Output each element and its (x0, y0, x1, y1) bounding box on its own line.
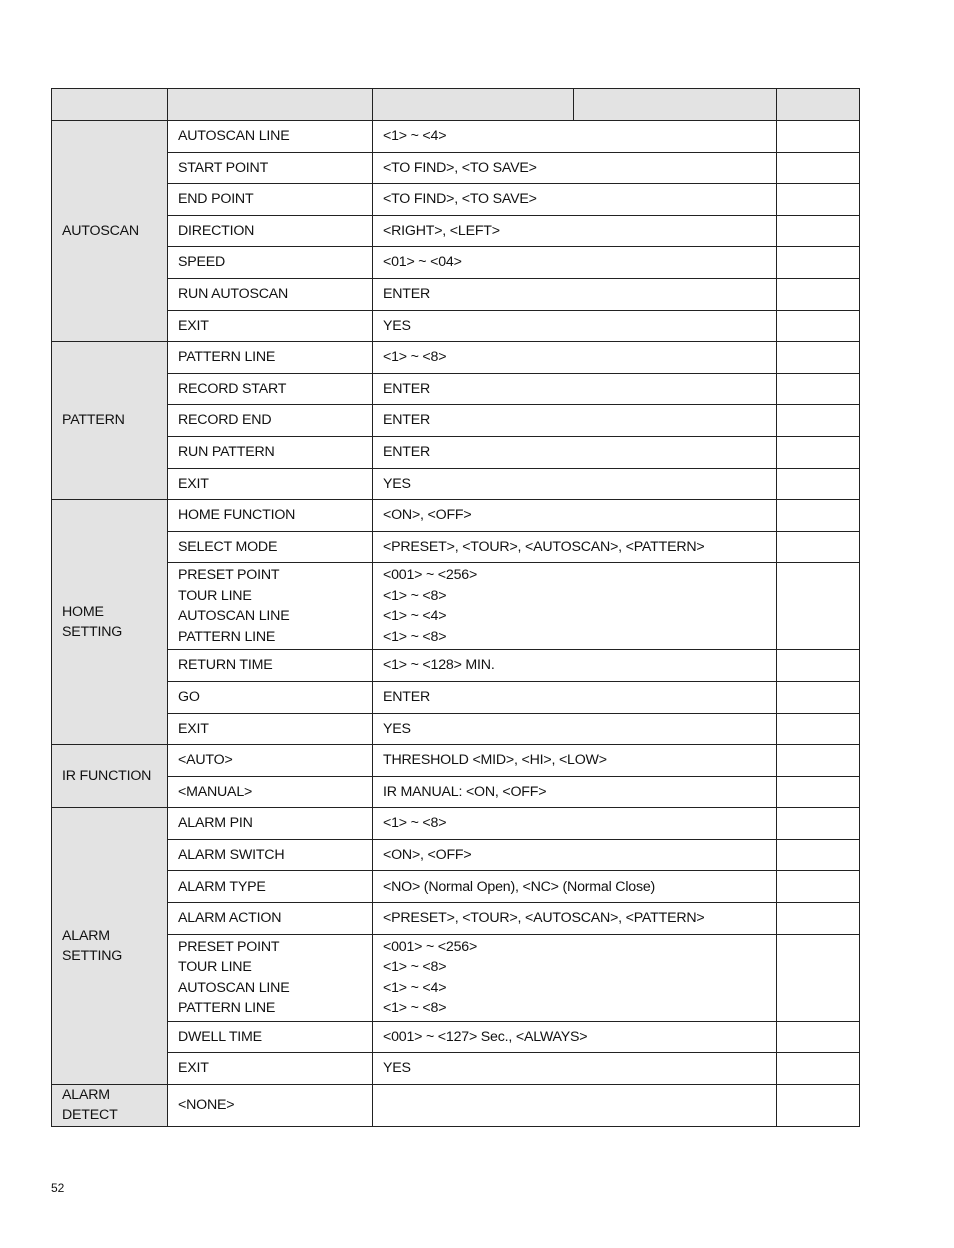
menu-value: <001> ~ <256> (383, 938, 478, 955)
menu-value: YES (373, 310, 777, 342)
menu-value: ENTER (373, 373, 777, 405)
table-row (52, 121, 860, 153)
menu-item: RETURN TIME (168, 650, 373, 682)
note-cell (777, 215, 860, 247)
table-row (52, 745, 860, 777)
table-row (52, 1021, 860, 1053)
menu-value: <PRESET>, <TOUR>, <AUTOSCAN>, <PATTERN> (373, 903, 777, 935)
menu-value: <001> ~ <256> (383, 567, 478, 584)
note-cell (777, 903, 860, 935)
menu-item: RUN AUTOSCAN (168, 278, 373, 310)
section-title-line: ALARM (62, 927, 110, 944)
menu-item: ALARM SWITCH (168, 839, 373, 871)
menu-value: ENTER (373, 278, 777, 310)
section-pattern-title: PATTERN (52, 342, 168, 500)
page-number: 52 (51, 1181, 65, 1195)
table-row (52, 152, 860, 184)
header-cell (373, 89, 574, 121)
section-detect-title (52, 1084, 168, 1126)
menu-item: AUTOSCAN LINE (178, 979, 290, 996)
table-row (52, 342, 860, 374)
table-row (52, 310, 860, 342)
menu-item: PATTERN LINE (178, 628, 276, 645)
table-row (52, 1053, 860, 1085)
menu-item: ALARM ACTION (168, 903, 373, 935)
menu-value: <ON>, <OFF> (373, 839, 777, 871)
table-row (52, 373, 860, 405)
note-cell (777, 278, 860, 310)
menu-item: PRESET POINT (178, 567, 280, 584)
menu-value: ENTER (373, 436, 777, 468)
table-row (52, 405, 860, 437)
note-cell (777, 776, 860, 808)
menu-value: THRESHOLD <MID>, <HI>, <LOW> (373, 745, 777, 777)
menu-value: <1> ~ <8> (373, 342, 777, 374)
section-title-line: HOME (62, 603, 104, 620)
note-cell (777, 468, 860, 500)
menu-value: YES (373, 468, 777, 500)
note-cell (777, 871, 860, 903)
note-cell (777, 247, 860, 279)
menu-item: START POINT (168, 152, 373, 184)
menu-value: <1> ~ <8> (383, 587, 447, 604)
menu-item: RECORD START (168, 373, 373, 405)
menu-item: PATTERN LINE (168, 342, 373, 374)
menu-value: <ON>, <OFF> (373, 500, 777, 532)
table-row (52, 808, 860, 840)
table-row (52, 247, 860, 279)
section-home-title (52, 500, 168, 745)
menu-item: AUTOSCAN LINE (168, 121, 373, 153)
menu-value: YES (373, 713, 777, 745)
menu-item-group (168, 563, 373, 650)
note-cell (777, 1053, 860, 1085)
note-cell (777, 373, 860, 405)
menu-item: <MANUAL> (168, 776, 373, 808)
note-cell (777, 934, 860, 1021)
note-cell (777, 436, 860, 468)
menu-value: <1> ~ <4> (373, 121, 777, 153)
menu-value: <1> ~ <8> (383, 959, 447, 976)
menu-value: <NO> (Normal Open), <NC> (Normal Close) (373, 871, 777, 903)
note-cell (777, 650, 860, 682)
menu-item: END POINT (168, 184, 373, 216)
menu-value: <PRESET>, <TOUR>, <AUTOSCAN>, <PATTERN> (373, 531, 777, 563)
table-row (52, 713, 860, 745)
note-cell (777, 681, 860, 713)
menu-item-group (168, 934, 373, 1021)
table-row (52, 215, 860, 247)
menu-item: TOUR LINE (178, 959, 252, 976)
note-cell (777, 342, 860, 374)
table-row (52, 1084, 860, 1126)
note-cell (777, 1084, 860, 1126)
table-row (52, 436, 860, 468)
menu-item: RUN PATTERN (168, 436, 373, 468)
menu-table (51, 88, 860, 1127)
table-header-row (52, 89, 860, 121)
header-cell (168, 89, 373, 121)
menu-value: <001> ~ <127> Sec., <ALWAYS> (373, 1021, 777, 1053)
menu-item: ALARM PIN (168, 808, 373, 840)
menu-value: YES (373, 1053, 777, 1085)
table-row (52, 903, 860, 935)
menu-value-group (373, 934, 777, 1021)
table-row (52, 184, 860, 216)
menu-value: <1> ~ <8> (373, 808, 777, 840)
menu-value: <1> ~ <8> (383, 1000, 447, 1017)
menu-value: <TO FIND>, <TO SAVE> (373, 184, 777, 216)
section-autoscan-title: AUTOSCAN (52, 121, 168, 342)
header-cell (52, 89, 168, 121)
menu-value: IR MANUAL: <ON, <OFF> (373, 776, 777, 808)
menu-item: RECORD END (168, 405, 373, 437)
table-row (52, 681, 860, 713)
note-cell (777, 745, 860, 777)
note-cell (777, 121, 860, 153)
menu-value (373, 1084, 777, 1126)
note-cell (777, 531, 860, 563)
header-cell (777, 89, 860, 121)
menu-value: ENTER (373, 405, 777, 437)
menu-value: <1> ~ <4> (383, 608, 447, 625)
menu-item: DWELL TIME (168, 1021, 373, 1053)
note-cell (777, 839, 860, 871)
section-alarm-title (52, 808, 168, 1085)
menu-item: PRESET POINT (178, 938, 280, 955)
note-cell (777, 152, 860, 184)
table-row (52, 839, 860, 871)
menu-item: EXIT (168, 1053, 373, 1085)
section-title-line: DETECT (62, 1107, 118, 1124)
note-cell (777, 713, 860, 745)
menu-item: TOUR LINE (178, 587, 252, 604)
menu-item: HOME FUNCTION (168, 500, 373, 532)
menu-value-group (373, 563, 777, 650)
menu-item: SPEED (168, 247, 373, 279)
menu-item: PATTERN LINE (178, 1000, 276, 1017)
note-cell (777, 563, 860, 650)
menu-item: ALARM TYPE (168, 871, 373, 903)
menu-item: <NONE> (168, 1084, 373, 1126)
table-row (52, 650, 860, 682)
table-row (52, 531, 860, 563)
table-row (52, 500, 860, 532)
section-title-line: ALARM (62, 1086, 110, 1103)
menu-item: DIRECTION (168, 215, 373, 247)
note-cell (777, 184, 860, 216)
note-cell (777, 310, 860, 342)
section-title-line: SETTING (62, 948, 123, 965)
menu-value: <01> ~ <04> (373, 247, 777, 279)
menu-item: EXIT (168, 468, 373, 500)
table-row (52, 468, 860, 500)
table-row (52, 563, 860, 650)
note-cell (777, 405, 860, 437)
menu-item: AUTOSCAN LINE (178, 608, 290, 625)
menu-item: EXIT (168, 310, 373, 342)
table-row (52, 776, 860, 808)
menu-item: GO (168, 681, 373, 713)
note-cell (777, 808, 860, 840)
table-row (52, 871, 860, 903)
table-row (52, 278, 860, 310)
menu-value: <1> ~ <4> (383, 979, 447, 996)
note-cell (777, 1021, 860, 1053)
menu-value: <1> ~ <128> MIN. (373, 650, 777, 682)
table-row (52, 934, 860, 1021)
menu-value: <1> ~ <8> (383, 628, 447, 645)
section-ir-title: IR FUNCTION (52, 745, 168, 808)
note-cell (777, 500, 860, 532)
menu-value: ENTER (373, 681, 777, 713)
header-cell (574, 89, 777, 121)
menu-item: <AUTO> (168, 745, 373, 777)
menu-value: <RIGHT>, <LEFT> (373, 215, 777, 247)
menu-value: <TO FIND>, <TO SAVE> (373, 152, 777, 184)
section-title-line: SETTING (62, 624, 123, 641)
menu-item: SELECT MODE (168, 531, 373, 563)
menu-item: EXIT (168, 713, 373, 745)
